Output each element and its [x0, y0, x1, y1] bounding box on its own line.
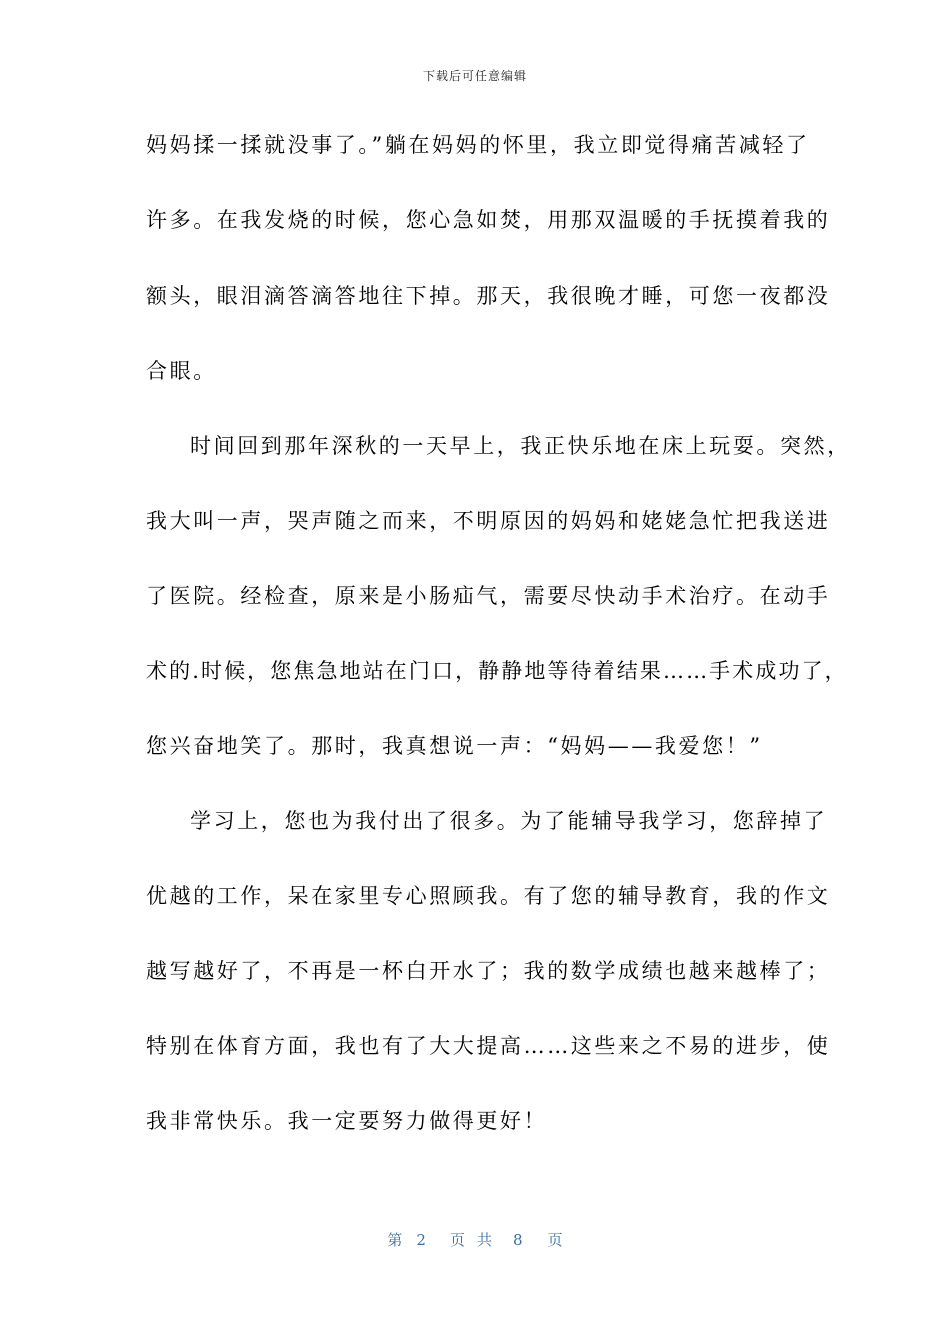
body-line: 合眼。: [146, 359, 217, 383]
body-line: 我非常快乐。我一定要努力做得更好！: [146, 1109, 548, 1133]
body-line: 越写越好了，不再是一杯白开水了；我的数学成绩也越来越棒了；: [146, 959, 831, 983]
body-line: 许多。在我发烧的时候，您心急如焚，用那双温暖的手抚摸着我的: [146, 208, 831, 232]
paragraph-first-line: 时间回到那年深秋的一天早上，我正快乐地在床上玩耍。突然，: [190, 434, 851, 458]
page-footer: [0, 1229, 950, 1250]
paragraph-first-line: 学习上，您也为我付出了很多。为了能辅导我学习，您辞掉了: [190, 809, 828, 833]
body-line: 额头，眼泪滴答滴答地往下掉。那天，我很晚才睡，可您一夜都没: [146, 284, 831, 308]
body-line: 您兴奋地笑了。那时，我真想说一声：“妈妈——我爱您！”: [146, 734, 763, 758]
page-label-prefix: 第: [387, 1231, 403, 1249]
page-header: 下载后可任意编辑: [422, 69, 527, 83]
body-line: 优越的工作，呆在家里专心照顾我。有了您的辅导教育，我的作文: [146, 884, 831, 908]
total-pages-number: 8: [513, 1231, 523, 1249]
body-line: 我大叫一声，哭声随之而来，不明原因的妈妈和姥姥急忙把我送进: [146, 509, 831, 533]
body-line: 了医院。经检查，原来是小肠疝气，需要尽快动手术治疗。在动手: [146, 584, 831, 608]
page-label-suffix: 页: [547, 1231, 563, 1249]
page-label-mid: 页共: [449, 1231, 504, 1249]
body-line: 术的.时候，您焦急地站在门口，静静地等待着结果……手术成功了，: [146, 659, 848, 683]
body-line: 妈妈揉一揉就没事了。”躺在妈妈的怀里，我立即觉得痛苦减轻了: [146, 133, 810, 157]
current-page-number: 2: [416, 1231, 426, 1249]
body-line: 特别在体育方面，我也有了大大提高……这些来之不易的进步，使: [146, 1034, 831, 1058]
